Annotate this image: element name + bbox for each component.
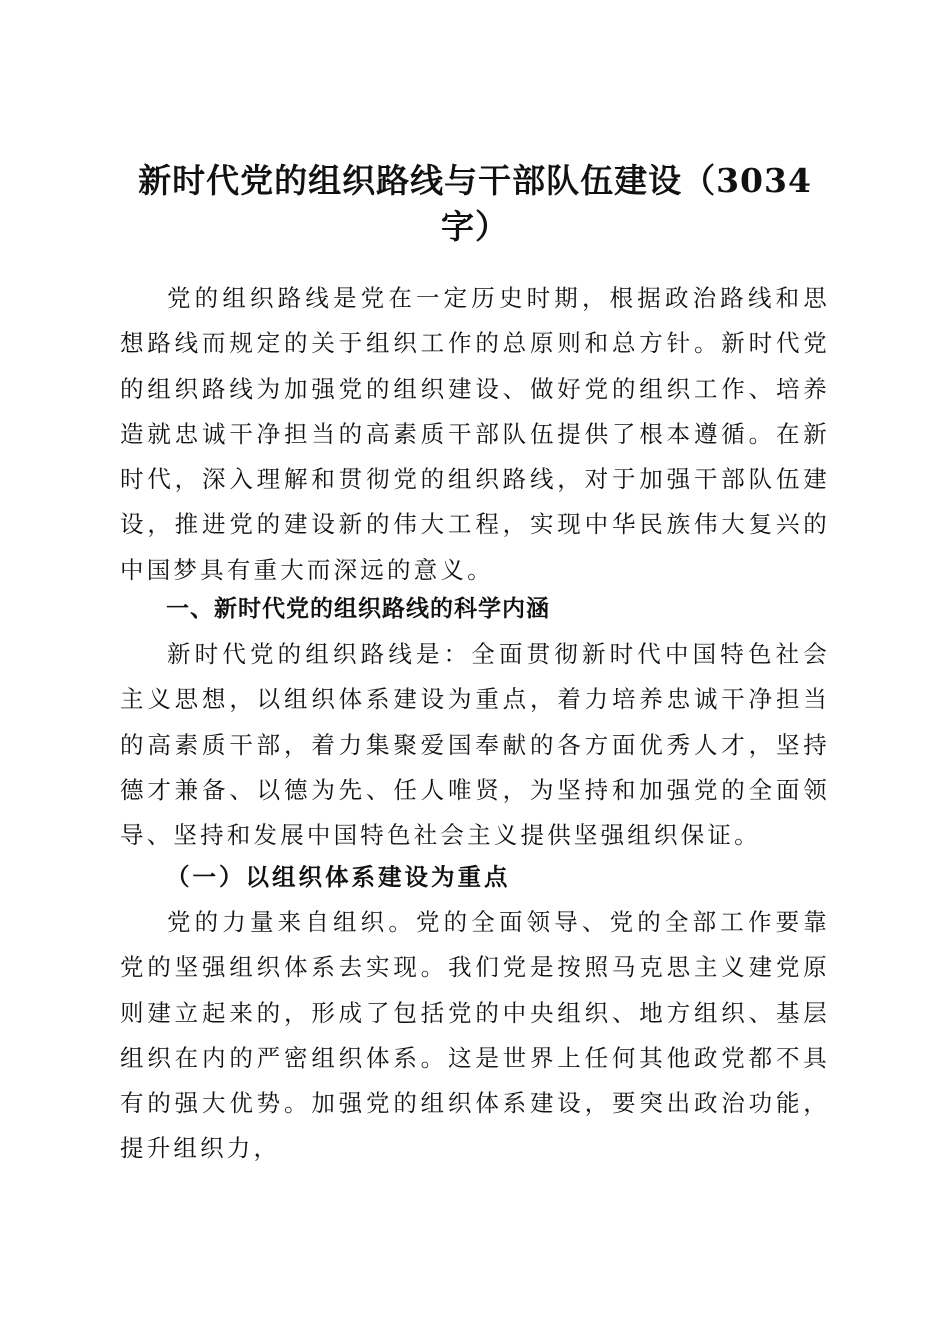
document-title: 新时代党的组织路线与干部队伍建设（3034字） (138, 161, 812, 247)
intro-paragraph: 党的组织路线是党在一定历史时期，根据政治路线和思想路线而规定的关于组织工作的总原则和总方针。新时代党的组织路线为加强党的组织建设、做好党的组织工作、培养造就忠诚干净担当的高素质干部队伍提供了根本遵循。在新时代，深入理解和贯彻党的组织路线，对于加强干部队伍建设，推进党的建设新的伟大工程，实现中华民族伟大复兴的中国梦具有重大而深远的意义。 (120, 284, 830, 584)
section-1-heading: 一、新时代党的组织路线的科学内涵 (166, 596, 550, 622)
subsection-1-heading: （一）以组织体系建设为重点 (166, 863, 511, 891)
section-1-paragraph: 新时代党的组织路线是：全面贯彻新时代中国特色社会主义思想，以组织体系建设为重点，着力培养忠诚干净担当的高素质干部，着力集聚爱国奉献的各方面优秀人才，坚持德才兼备、以德为先、任人唯贤，为坚持和加强党的全面领导、坚持和发展中国特色社会主义提供坚强组织保证。 (120, 640, 830, 850)
subsection-1-paragraph: 党的力量来自组织。党的全面领导、党的全部工作要靠党的坚强组织体系去实现。我们党是按照马克思主义建党原则建立起来的，形成了包括党的中央组织、地方组织、基层组织在内的严密组织体系。这是世界上任何其他政党都不具有的强大优势。加强党的组织体系建设，要突出政治功能，提升组织力， (120, 908, 830, 1163)
